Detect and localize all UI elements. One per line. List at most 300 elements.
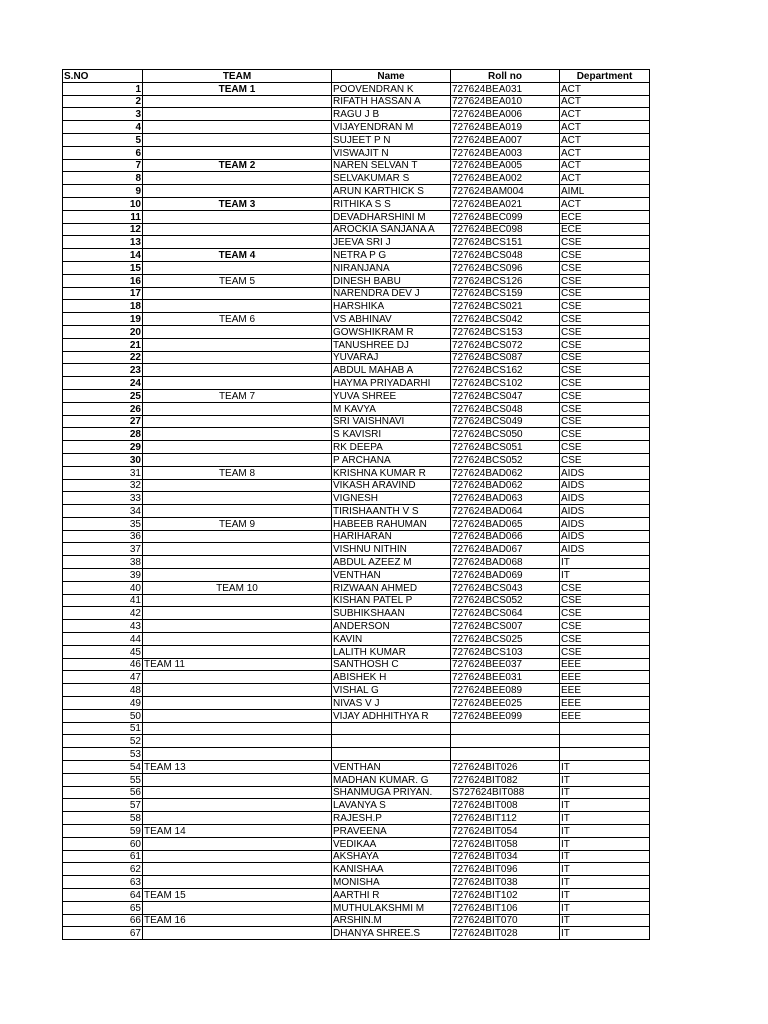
cell-department[interactable]: ACT: [560, 108, 650, 121]
cell-roll-no[interactable]: 727624BEC098: [451, 223, 560, 236]
cell-team[interactable]: [143, 850, 332, 863]
cell-sno[interactable]: 16: [63, 274, 143, 287]
cell-sno[interactable]: 21: [63, 338, 143, 351]
cell-name[interactable]: POOVENDRAN K: [332, 82, 451, 95]
cell-sno[interactable]: 66: [63, 914, 143, 927]
cell-department[interactable]: IT: [560, 914, 650, 927]
cell-sno[interactable]: 26: [63, 402, 143, 415]
cell-sno[interactable]: 20: [63, 325, 143, 338]
cell-name[interactable]: VIJAYENDRAN M: [332, 121, 451, 134]
cell-name[interactable]: AKSHAYA: [332, 850, 451, 863]
cell-department[interactable]: IT: [560, 837, 650, 850]
cell-team[interactable]: [143, 287, 332, 300]
cell-team[interactable]: TEAM 14: [143, 825, 332, 838]
cell-roll-no[interactable]: 727624BIT102: [451, 889, 560, 902]
cell-team[interactable]: [143, 428, 332, 441]
cell-team[interactable]: [143, 709, 332, 722]
cell-sno[interactable]: 15: [63, 261, 143, 274]
cell-sno[interactable]: 19: [63, 313, 143, 326]
cell-roll-no[interactable]: 727624BAD065: [451, 517, 560, 530]
cell-roll-no[interactable]: 727624BCS153: [451, 325, 560, 338]
cell-roll-no[interactable]: 727624BAM004: [451, 185, 560, 198]
cell-sno[interactable]: 37: [63, 543, 143, 556]
cell-team[interactable]: [143, 415, 332, 428]
cell-roll-no[interactable]: 727624BEC099: [451, 210, 560, 223]
cell-team[interactable]: [143, 300, 332, 313]
cell-department[interactable]: EEE: [560, 697, 650, 710]
cell-roll-no[interactable]: 727624BEE037: [451, 658, 560, 671]
cell-sno[interactable]: 44: [63, 633, 143, 646]
header-team[interactable]: TEAM: [143, 70, 332, 83]
cell-sno[interactable]: 41: [63, 594, 143, 607]
cell-name[interactable]: RAGU J B: [332, 108, 451, 121]
cell-sno[interactable]: 50: [63, 709, 143, 722]
cell-name[interactable]: VISWAJIT N: [332, 146, 451, 159]
cell-roll-no[interactable]: S727624BIT088: [451, 786, 560, 799]
cell-sno[interactable]: 31: [63, 466, 143, 479]
cell-name[interactable]: SUBHIKSHAAN: [332, 607, 451, 620]
cell-name[interactable]: KRISHNA KUMAR R: [332, 466, 451, 479]
cell-department[interactable]: AIDS: [560, 505, 650, 518]
cell-department[interactable]: IT: [560, 569, 650, 582]
cell-roll-no[interactable]: 727624BEA002: [451, 172, 560, 185]
cell-name[interactable]: DEVADHARSHINI M: [332, 210, 451, 223]
cell-name[interactable]: SELVAKUMAR S: [332, 172, 451, 185]
cell-sno[interactable]: 14: [63, 249, 143, 262]
cell-department[interactable]: [560, 722, 650, 735]
cell-sno[interactable]: 34: [63, 505, 143, 518]
cell-roll-no[interactable]: 727624BAD063: [451, 492, 560, 505]
cell-team[interactable]: [143, 108, 332, 121]
cell-name[interactable]: NARENDRA DEV J: [332, 287, 451, 300]
cell-team[interactable]: TEAM 16: [143, 914, 332, 927]
cell-roll-no[interactable]: 727624BEA007: [451, 133, 560, 146]
cell-roll-no[interactable]: 727624BCS042: [451, 313, 560, 326]
cell-team[interactable]: [143, 722, 332, 735]
cell-department[interactable]: CSE: [560, 325, 650, 338]
cell-name[interactable]: P ARCHANA: [332, 453, 451, 466]
cell-roll-no[interactable]: 727624BIT034: [451, 850, 560, 863]
cell-department[interactable]: EEE: [560, 671, 650, 684]
cell-roll-no[interactable]: 727624BAD069: [451, 569, 560, 582]
header-department[interactable]: Department: [560, 70, 650, 83]
cell-roll-no[interactable]: 727624BIT058: [451, 837, 560, 850]
cell-sno[interactable]: 42: [63, 607, 143, 620]
cell-sno[interactable]: 40: [63, 581, 143, 594]
cell-name[interactable]: RITHIKA S S: [332, 197, 451, 210]
cell-roll-no[interactable]: 727624BCS126: [451, 274, 560, 287]
cell-roll-no[interactable]: 727624BCS072: [451, 338, 560, 351]
cell-sno[interactable]: 24: [63, 377, 143, 390]
cell-team[interactable]: [143, 594, 332, 607]
cell-sno[interactable]: 9: [63, 185, 143, 198]
cell-roll-no[interactable]: 727624BEA005: [451, 159, 560, 172]
cell-roll-no[interactable]: 727624BIT026: [451, 761, 560, 774]
cell-department[interactable]: ACT: [560, 146, 650, 159]
cell-team[interactable]: [143, 645, 332, 658]
cell-roll-no[interactable]: 727624BCS064: [451, 607, 560, 620]
cell-department[interactable]: ACT: [560, 121, 650, 134]
cell-team[interactable]: [143, 133, 332, 146]
cell-roll-no[interactable]: 727624BAD068: [451, 556, 560, 569]
cell-team[interactable]: TEAM 11: [143, 658, 332, 671]
cell-roll-no[interactable]: 727624BIT106: [451, 901, 560, 914]
cell-roll-no[interactable]: 727624BIT008: [451, 799, 560, 812]
cell-roll-no[interactable]: 727624BCS102: [451, 377, 560, 390]
cell-department[interactable]: ACT: [560, 172, 650, 185]
cell-name[interactable]: TANUSHREE DJ: [332, 338, 451, 351]
cell-name[interactable]: AROCKIA SANJANA A: [332, 223, 451, 236]
cell-sno[interactable]: 5: [63, 133, 143, 146]
cell-sno[interactable]: 1: [63, 82, 143, 95]
cell-name[interactable]: DHANYA SHREE.S: [332, 927, 451, 940]
cell-department[interactable]: IT: [560, 863, 650, 876]
cell-name[interactable]: VIJAY ADHHITHYA R: [332, 709, 451, 722]
cell-team[interactable]: [143, 236, 332, 249]
cell-sno[interactable]: 46: [63, 658, 143, 671]
cell-sno[interactable]: 7: [63, 159, 143, 172]
cell-team[interactable]: TEAM 4: [143, 249, 332, 262]
cell-name[interactable]: LAVANYA S: [332, 799, 451, 812]
cell-name[interactable]: [332, 748, 451, 761]
cell-name[interactable]: ANDERSON: [332, 620, 451, 633]
cell-department[interactable]: [560, 748, 650, 761]
cell-roll-no[interactable]: 727624BEE031: [451, 671, 560, 684]
cell-name[interactable]: RIZWAAN AHMED: [332, 581, 451, 594]
cell-roll-no[interactable]: 727624BCS043: [451, 581, 560, 594]
cell-sno[interactable]: 13: [63, 236, 143, 249]
cell-department[interactable]: ECE: [560, 223, 650, 236]
cell-name[interactable]: GOWSHIKRAM R: [332, 325, 451, 338]
cell-team[interactable]: TEAM 9: [143, 517, 332, 530]
cell-sno[interactable]: 36: [63, 530, 143, 543]
cell-department[interactable]: CSE: [560, 441, 650, 454]
cell-roll-no[interactable]: 727624BCS050: [451, 428, 560, 441]
cell-sno[interactable]: 67: [63, 927, 143, 940]
cell-roll-no[interactable]: 727624BAD062: [451, 466, 560, 479]
header-roll-no[interactable]: Roll no: [451, 70, 560, 83]
cell-name[interactable]: TIRISHAANTH V S: [332, 505, 451, 518]
cell-roll-no[interactable]: 727624BCS007: [451, 620, 560, 633]
cell-name[interactable]: SRI VAISHNAVI: [332, 415, 451, 428]
cell-department[interactable]: CSE: [560, 274, 650, 287]
cell-roll-no[interactable]: 727624BCS051: [451, 441, 560, 454]
cell-name[interactable]: HARIHARAN: [332, 530, 451, 543]
cell-roll-no[interactable]: 727624BEA021: [451, 197, 560, 210]
cell-sno[interactable]: 61: [63, 850, 143, 863]
cell-team[interactable]: [143, 569, 332, 582]
cell-name[interactable]: HAYMA PRIYADARHI: [332, 377, 451, 390]
cell-roll-no[interactable]: 727624BCS025: [451, 633, 560, 646]
cell-team[interactable]: [143, 364, 332, 377]
cell-team[interactable]: [143, 863, 332, 876]
cell-sno[interactable]: 8: [63, 172, 143, 185]
cell-roll-no[interactable]: 727624BEE025: [451, 697, 560, 710]
cell-name[interactable]: RIFATH HASSAN A: [332, 95, 451, 108]
cell-department[interactable]: ACT: [560, 95, 650, 108]
cell-department[interactable]: AIDS: [560, 517, 650, 530]
cell-team[interactable]: [143, 223, 332, 236]
cell-sno[interactable]: 59: [63, 825, 143, 838]
cell-roll-no[interactable]: [451, 748, 560, 761]
cell-department[interactable]: CSE: [560, 594, 650, 607]
cell-team[interactable]: [143, 95, 332, 108]
cell-name[interactable]: [332, 735, 451, 748]
cell-sno[interactable]: 54: [63, 761, 143, 774]
cell-roll-no[interactable]: 727624BCS103: [451, 645, 560, 658]
cell-roll-no[interactable]: 727624BEE089: [451, 684, 560, 697]
cell-sno[interactable]: 25: [63, 389, 143, 402]
cell-department[interactable]: IT: [560, 927, 650, 940]
cell-team[interactable]: [143, 185, 332, 198]
cell-department[interactable]: EEE: [560, 709, 650, 722]
cell-department[interactable]: CSE: [560, 453, 650, 466]
cell-team[interactable]: [143, 453, 332, 466]
cell-department[interactable]: EEE: [560, 658, 650, 671]
cell-department[interactable]: CSE: [560, 645, 650, 658]
cell-sno[interactable]: 63: [63, 876, 143, 889]
cell-department[interactable]: IT: [560, 876, 650, 889]
cell-sno[interactable]: 17: [63, 287, 143, 300]
cell-team[interactable]: [143, 671, 332, 684]
cell-sno[interactable]: 3: [63, 108, 143, 121]
cell-sno[interactable]: 30: [63, 453, 143, 466]
cell-team[interactable]: [143, 338, 332, 351]
cell-department[interactable]: CSE: [560, 377, 650, 390]
cell-name[interactable]: MONISHA: [332, 876, 451, 889]
cell-name[interactable]: JEEVA SRI J: [332, 236, 451, 249]
cell-department[interactable]: CSE: [560, 300, 650, 313]
cell-name[interactable]: KISHAN PATEL P: [332, 594, 451, 607]
cell-department[interactable]: CSE: [560, 261, 650, 274]
cell-team[interactable]: [143, 543, 332, 556]
cell-department[interactable]: CSE: [560, 287, 650, 300]
cell-team[interactable]: [143, 556, 332, 569]
cell-roll-no[interactable]: 727624BEA019: [451, 121, 560, 134]
cell-sno[interactable]: 45: [63, 645, 143, 658]
cell-roll-no[interactable]: 727624BIT096: [451, 863, 560, 876]
cell-name[interactable]: VENTHAN: [332, 761, 451, 774]
cell-sno[interactable]: 55: [63, 773, 143, 786]
cell-team[interactable]: [143, 210, 332, 223]
cell-roll-no[interactable]: 727624BEA003: [451, 146, 560, 159]
cell-department[interactable]: AIDS: [560, 466, 650, 479]
cell-name[interactable]: NAREN SELVAN T: [332, 159, 451, 172]
cell-sno[interactable]: 32: [63, 479, 143, 492]
cell-team[interactable]: [143, 351, 332, 364]
cell-team[interactable]: [143, 530, 332, 543]
cell-roll-no[interactable]: 727624BAD067: [451, 543, 560, 556]
cell-name[interactable]: NIRANJANA: [332, 261, 451, 274]
cell-sno[interactable]: 47: [63, 671, 143, 684]
cell-team[interactable]: [143, 735, 332, 748]
cell-name[interactable]: DINESH BABU: [332, 274, 451, 287]
cell-roll-no[interactable]: 727624BIT038: [451, 876, 560, 889]
cell-sno[interactable]: 38: [63, 556, 143, 569]
cell-sno[interactable]: 65: [63, 901, 143, 914]
cell-department[interactable]: ACT: [560, 159, 650, 172]
cell-sno[interactable]: 39: [63, 569, 143, 582]
cell-team[interactable]: [143, 479, 332, 492]
cell-roll-no[interactable]: 727624BCS048: [451, 249, 560, 262]
cell-department[interactable]: CSE: [560, 620, 650, 633]
cell-sno[interactable]: 2: [63, 95, 143, 108]
cell-team[interactable]: [143, 325, 332, 338]
cell-department[interactable]: IT: [560, 799, 650, 812]
cell-name[interactable]: KANISHAA: [332, 863, 451, 876]
cell-name[interactable]: RAJESH.P: [332, 812, 451, 825]
cell-sno[interactable]: 35: [63, 517, 143, 530]
cell-sno[interactable]: 4: [63, 121, 143, 134]
cell-department[interactable]: IT: [560, 889, 650, 902]
cell-name[interactable]: MUTHULAKSHMI M: [332, 901, 451, 914]
cell-department[interactable]: AIDS: [560, 543, 650, 556]
cell-team[interactable]: [143, 684, 332, 697]
cell-name[interactable]: VIKASH ARAVIND: [332, 479, 451, 492]
cell-name[interactable]: LALITH KUMAR: [332, 645, 451, 658]
cell-name[interactable]: NETRA P G: [332, 249, 451, 262]
cell-sno[interactable]: 53: [63, 748, 143, 761]
cell-sno[interactable]: 22: [63, 351, 143, 364]
cell-sno[interactable]: 11: [63, 210, 143, 223]
cell-team[interactable]: [143, 261, 332, 274]
cell-sno[interactable]: 49: [63, 697, 143, 710]
cell-name[interactable]: VS ABHINAV: [332, 313, 451, 326]
cell-roll-no[interactable]: 727624BCS087: [451, 351, 560, 364]
cell-department[interactable]: CSE: [560, 351, 650, 364]
cell-department[interactable]: CSE: [560, 581, 650, 594]
cell-team[interactable]: [143, 121, 332, 134]
cell-team[interactable]: [143, 697, 332, 710]
cell-roll-no[interactable]: 727624BIT028: [451, 927, 560, 940]
cell-department[interactable]: IT: [560, 786, 650, 799]
cell-department[interactable]: ECE: [560, 210, 650, 223]
cell-department[interactable]: CSE: [560, 428, 650, 441]
cell-roll-no[interactable]: 727624BCS021: [451, 300, 560, 313]
cell-sno[interactable]: 23: [63, 364, 143, 377]
cell-name[interactable]: KAVIN: [332, 633, 451, 646]
cell-team[interactable]: [143, 505, 332, 518]
cell-department[interactable]: IT: [560, 773, 650, 786]
cell-department[interactable]: IT: [560, 825, 650, 838]
cell-team[interactable]: TEAM 7: [143, 389, 332, 402]
cell-team[interactable]: [143, 146, 332, 159]
cell-name[interactable]: HABEEB RAHUMAN: [332, 517, 451, 530]
cell-name[interactable]: SHANMUGA PRIYAN.: [332, 786, 451, 799]
cell-team[interactable]: [143, 748, 332, 761]
cell-name[interactable]: PRAVEENA: [332, 825, 451, 838]
cell-team[interactable]: [143, 773, 332, 786]
cell-name[interactable]: [332, 722, 451, 735]
cell-department[interactable]: IT: [560, 901, 650, 914]
cell-roll-no[interactable]: 727624BCS049: [451, 415, 560, 428]
cell-roll-no[interactable]: 727624BAD066: [451, 530, 560, 543]
cell-name[interactable]: MADHAN KUMAR. G: [332, 773, 451, 786]
cell-team[interactable]: TEAM 3: [143, 197, 332, 210]
cell-roll-no[interactable]: [451, 722, 560, 735]
cell-roll-no[interactable]: 727624BAD064: [451, 505, 560, 518]
cell-sno[interactable]: 43: [63, 620, 143, 633]
cell-name[interactable]: ABDUL MAHAB A: [332, 364, 451, 377]
cell-team[interactable]: [143, 492, 332, 505]
cell-department[interactable]: CSE: [560, 633, 650, 646]
cell-roll-no[interactable]: 727624BIT082: [451, 773, 560, 786]
cell-sno[interactable]: 57: [63, 799, 143, 812]
cell-department[interactable]: CSE: [560, 415, 650, 428]
cell-team[interactable]: [143, 901, 332, 914]
cell-department[interactable]: AIDS: [560, 530, 650, 543]
cell-team[interactable]: [143, 837, 332, 850]
cell-sno[interactable]: 27: [63, 415, 143, 428]
cell-team[interactable]: [143, 441, 332, 454]
cell-name[interactable]: AARTHI R: [332, 889, 451, 902]
cell-team[interactable]: [143, 812, 332, 825]
cell-team[interactable]: TEAM 13: [143, 761, 332, 774]
cell-department[interactable]: CSE: [560, 313, 650, 326]
cell-team[interactable]: TEAM 5: [143, 274, 332, 287]
cell-name[interactable]: ABISHEK H: [332, 671, 451, 684]
cell-sno[interactable]: 60: [63, 837, 143, 850]
cell-team[interactable]: [143, 799, 332, 812]
cell-sno[interactable]: 28: [63, 428, 143, 441]
cell-department[interactable]: EEE: [560, 684, 650, 697]
cell-sno[interactable]: 12: [63, 223, 143, 236]
cell-sno[interactable]: 10: [63, 197, 143, 210]
cell-roll-no[interactable]: 727624BCS159: [451, 287, 560, 300]
cell-team[interactable]: TEAM 2: [143, 159, 332, 172]
cell-team[interactable]: [143, 402, 332, 415]
cell-name[interactable]: VENTHAN: [332, 569, 451, 582]
cell-roll-no[interactable]: 727624BCS047: [451, 389, 560, 402]
cell-name[interactable]: HARSHIKA: [332, 300, 451, 313]
cell-name[interactable]: SUJEET P N: [332, 133, 451, 146]
cell-team[interactable]: [143, 876, 332, 889]
cell-department[interactable]: CSE: [560, 338, 650, 351]
cell-roll-no[interactable]: 727624BCS162: [451, 364, 560, 377]
cell-team[interactable]: TEAM 6: [143, 313, 332, 326]
cell-roll-no[interactable]: 727624BAD062: [451, 479, 560, 492]
cell-team[interactable]: [143, 786, 332, 799]
cell-name[interactable]: VISHNU NITHIN: [332, 543, 451, 556]
cell-name[interactable]: YUVARAJ: [332, 351, 451, 364]
cell-team[interactable]: [143, 377, 332, 390]
cell-sno[interactable]: 64: [63, 889, 143, 902]
cell-sno[interactable]: 62: [63, 863, 143, 876]
cell-name[interactable]: M KAVYA: [332, 402, 451, 415]
cell-roll-no[interactable]: 727624BEA006: [451, 108, 560, 121]
cell-department[interactable]: IT: [560, 812, 650, 825]
cell-sno[interactable]: 6: [63, 146, 143, 159]
cell-team[interactable]: TEAM 8: [143, 466, 332, 479]
cell-team[interactable]: [143, 607, 332, 620]
cell-sno[interactable]: 48: [63, 684, 143, 697]
cell-department[interactable]: AIML: [560, 185, 650, 198]
cell-team[interactable]: TEAM 10: [143, 581, 332, 594]
cell-department[interactable]: AIDS: [560, 479, 650, 492]
cell-department[interactable]: CSE: [560, 607, 650, 620]
cell-sno[interactable]: 33: [63, 492, 143, 505]
cell-roll-no[interactable]: 727624BCS052: [451, 453, 560, 466]
cell-sno[interactable]: 18: [63, 300, 143, 313]
cell-name[interactable]: S KAVISRI: [332, 428, 451, 441]
cell-department[interactable]: CSE: [560, 249, 650, 262]
cell-department[interactable]: IT: [560, 850, 650, 863]
cell-sno[interactable]: 29: [63, 441, 143, 454]
cell-team[interactable]: [143, 927, 332, 940]
cell-team[interactable]: [143, 172, 332, 185]
cell-department[interactable]: IT: [560, 761, 650, 774]
cell-roll-no[interactable]: 727624BEA031: [451, 82, 560, 95]
